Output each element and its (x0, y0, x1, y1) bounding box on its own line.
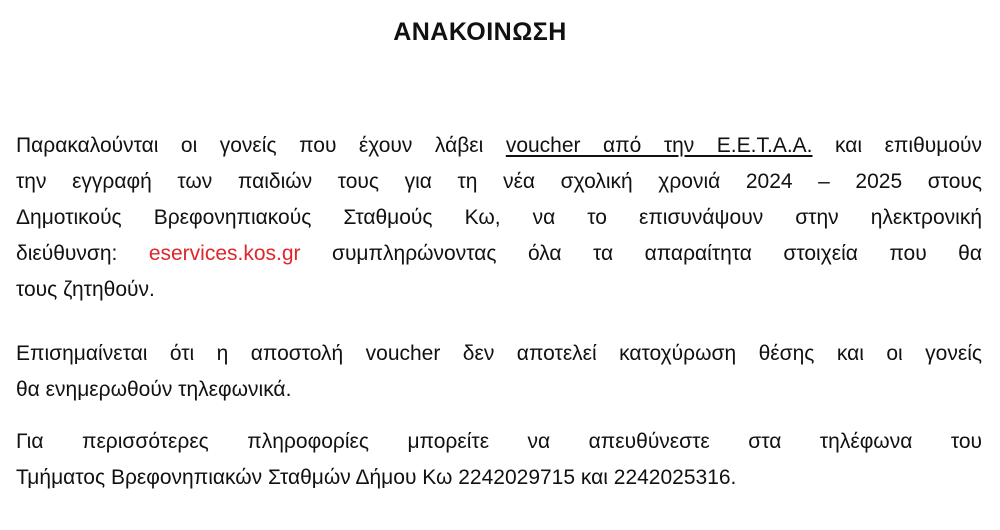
paragraph1-line2: την εγγραφή των παιδιών τους για τη νέα σχολική χρονιά 2024 – 2025 στους (16, 170, 982, 193)
paragraph1-line4-end: συμπληρώνοντας όλα τα απαραίτητα στοιχεία που θα (300, 242, 982, 265)
paragraph1-line4-text: διεύθυνση: (16, 242, 149, 265)
paragraph1-line4 (16, 236, 982, 272)
paragraph2-line2: θα ενημερωθούν τηλεφωνικά. (16, 378, 292, 401)
paragraph1-line1-end: και επιθυμούν (812, 134, 983, 157)
paragraph-contact-info (16, 424, 982, 496)
paragraph1-line3: Δημοτικούς Βρεφονηπιακούς Σταθμούς Κω, να το επισυνάψουν στην ηλεκτρονική (16, 206, 982, 229)
paragraph1-line1 (16, 128, 982, 164)
paragraph-voucher-notice (16, 336, 982, 408)
paragraph3-line2: Τμήματος Βρεφονηπιακών Σταθμών Δήμου Κω 2242029715 και 2242025316. (16, 466, 737, 489)
paragraph1-line5: τους ζητηθούν. (16, 278, 155, 301)
voucher-eetaa-underlined: voucher από την Ε.Ε.Τ.Α.Α. (505, 134, 813, 157)
paragraph-voucher-enrollment (16, 128, 982, 308)
paragraph2-line1: Επισημαίνεται ότι η αποστολή voucher δεν αποτελεί κατοχύρωση θέσης και οι γονείς (16, 342, 982, 365)
paragraph3-line1: Για περισσότερες πληροφορίες μπορείτε να απευθύνεστε στα τηλέφωνα του (16, 430, 982, 453)
document-title: ΑΝΑΚΟΙΝΩΣΗ (393, 18, 567, 46)
paragraph1-line1-text: Παρακαλούνται οι γονείς που έχουν λάβει (16, 134, 506, 157)
eservices-link[interactable]: eservices.kos.gr (148, 242, 301, 265)
